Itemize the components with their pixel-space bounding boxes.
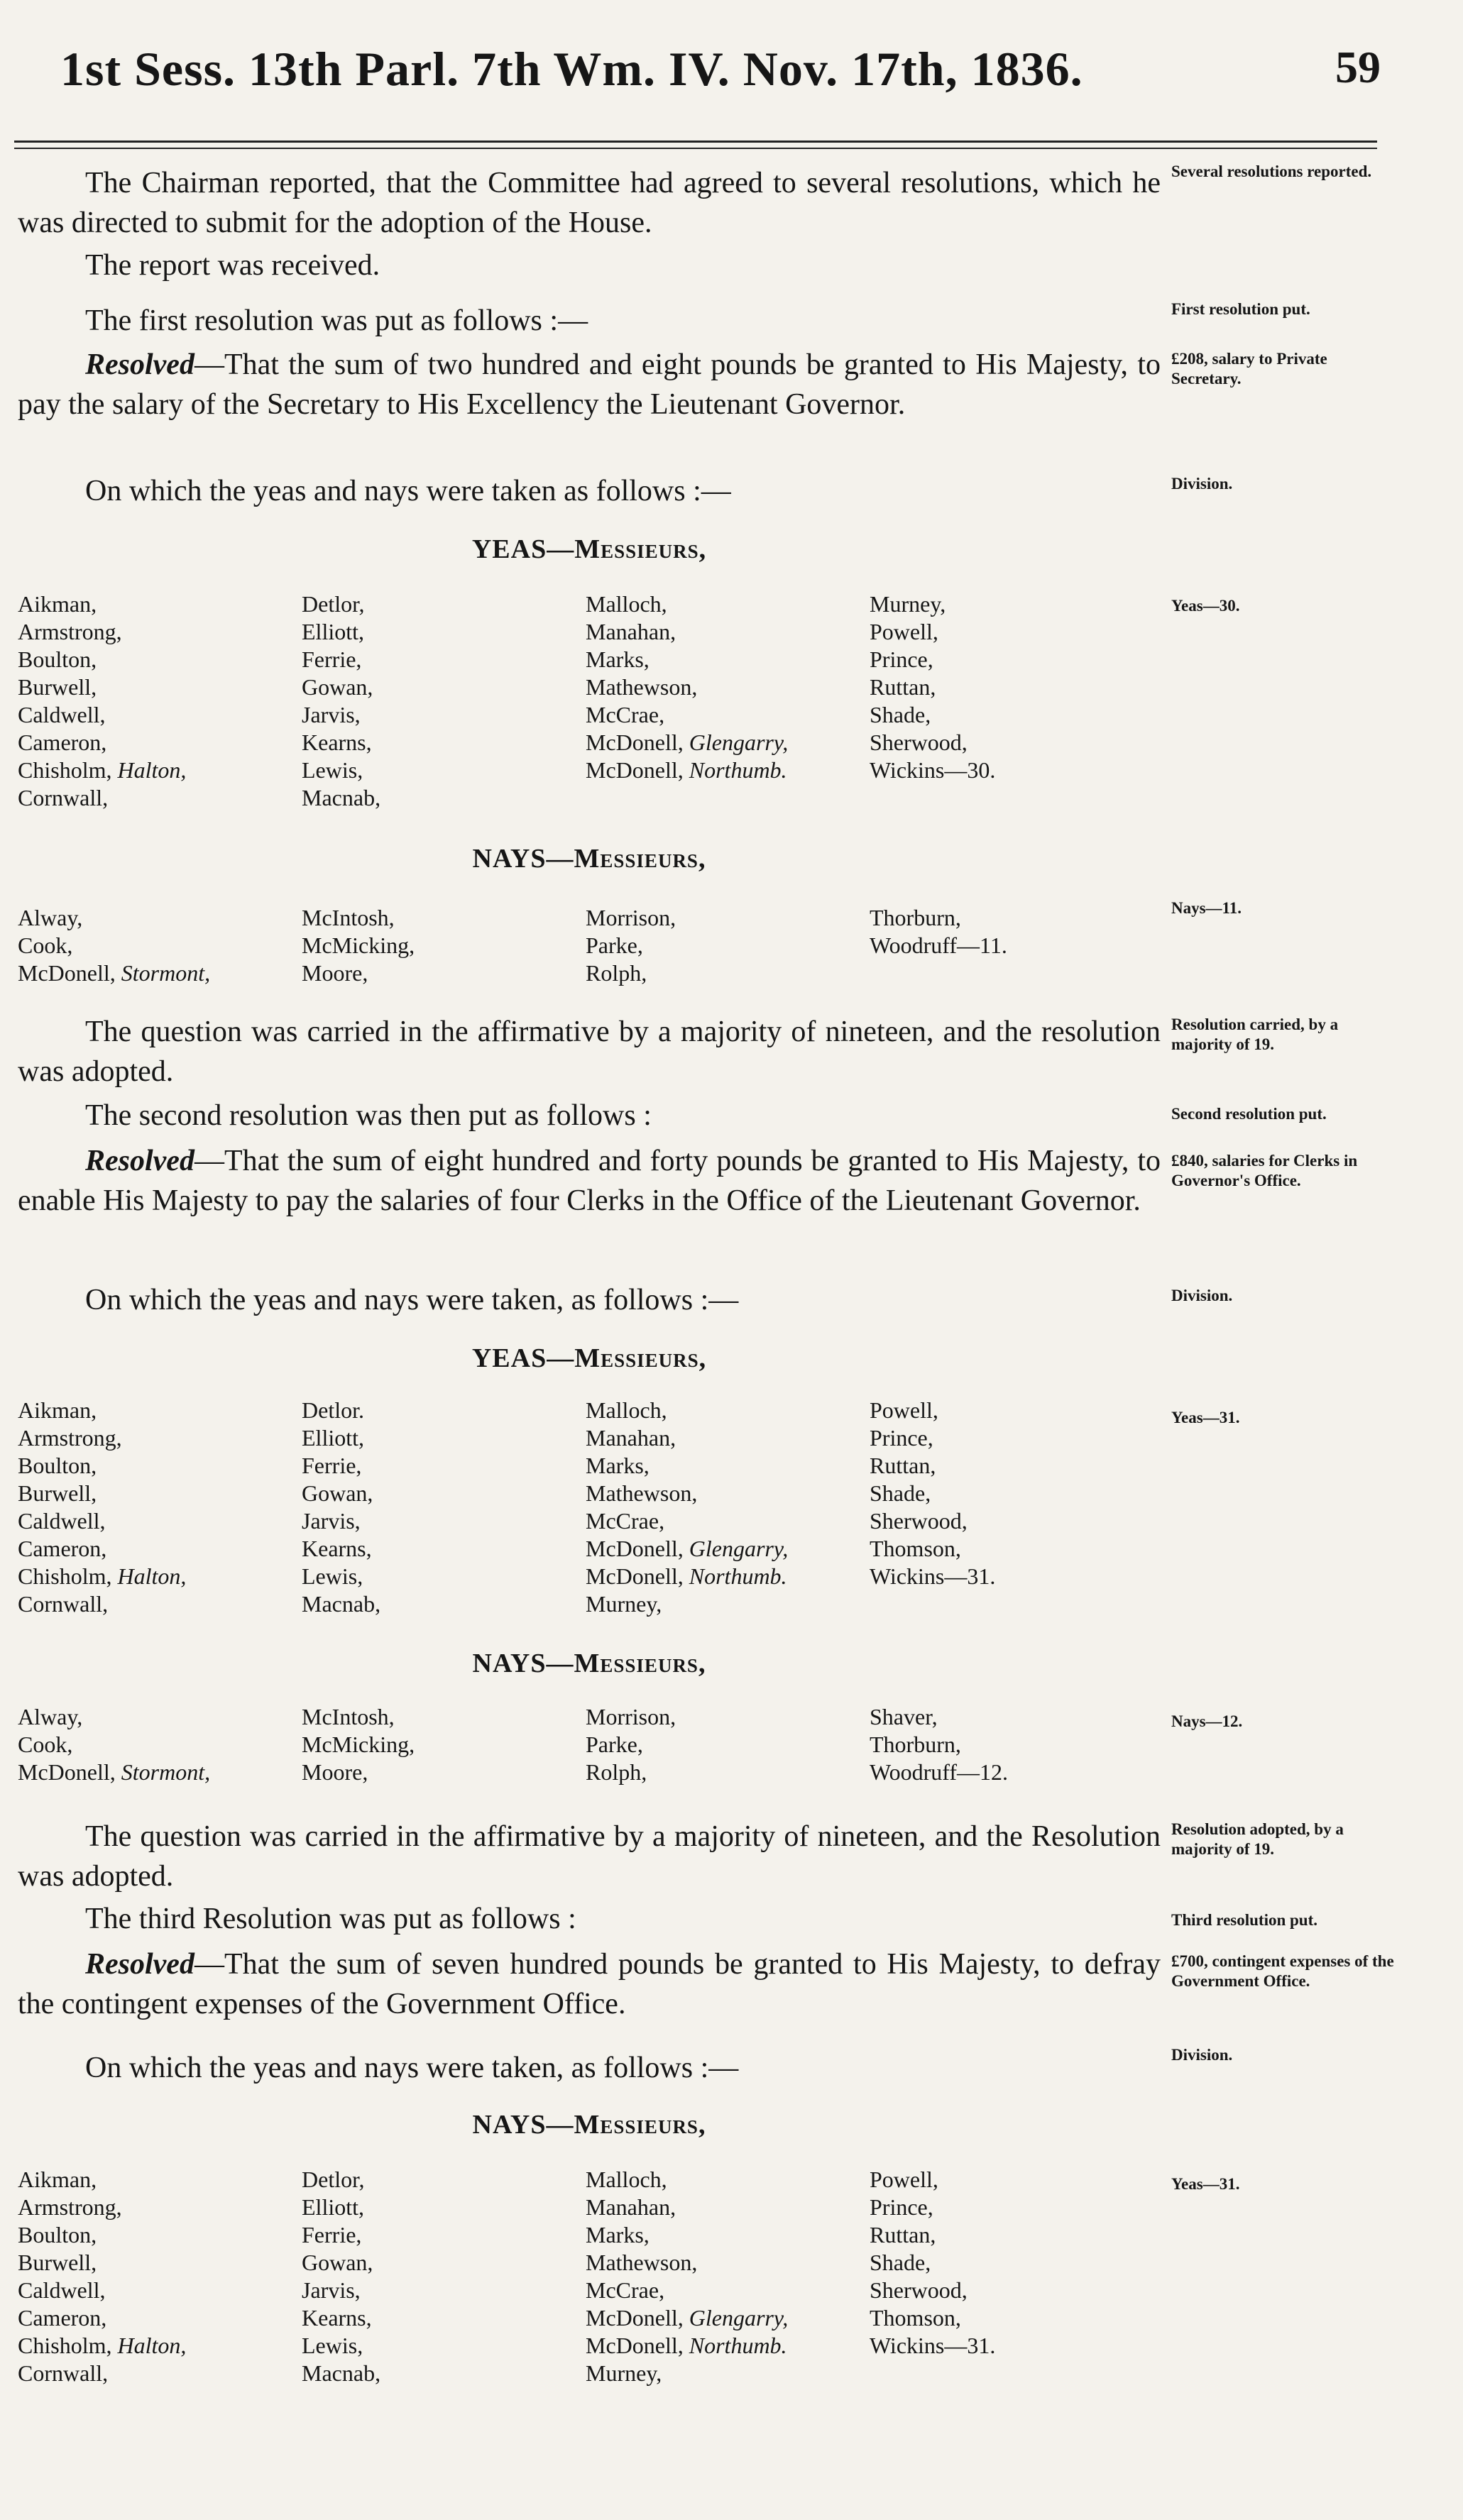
member-name: Armstrong, (18, 619, 122, 644)
riding-name: Halton, (117, 1563, 187, 1589)
riding-name: Northumb. (689, 2333, 787, 2358)
member-name: Ruttan, (870, 674, 936, 700)
member-name: Sherwood, (870, 730, 968, 755)
member-name: Aikman, (18, 591, 97, 617)
resolved-text: —That the sum of two hundred and eight pounds be granted to His Majesty, to pay the salary of the Secretary to His Excellency the Lieutenant Governor. (18, 348, 1161, 421)
member-name: Boulton, (18, 1453, 97, 1478)
member-name: Marks, (586, 1453, 650, 1478)
riding-name: Glengarry, (689, 730, 789, 755)
member-name: Marks, (586, 2222, 650, 2247)
member-name: Armstrong, (18, 2194, 122, 2220)
member-name: Boulton, (18, 2222, 97, 2247)
member-name: Shade, (870, 1480, 931, 1506)
name-column-1 (18, 1397, 302, 1618)
member-name-with-riding (586, 1535, 870, 1563)
member-name: Powell, (870, 619, 938, 644)
member-name: Detlor, (302, 591, 365, 617)
resolved-text: —That the sum of eight hundred and forty pounds be granted to His Majesty, to enable His Majesty to pay the salaries of four Clerks in the Office of the Lieutenant Governor. (18, 1145, 1161, 1217)
paragraph-resolved-3 (18, 1944, 1161, 2024)
paragraph-division-1: On which the yeas and nays were taken as follows :— (85, 475, 731, 507)
member-name: Cameron, (18, 2305, 107, 2331)
margin-note: Yeas—30. (1171, 597, 1240, 615)
member-name: Kearns, (302, 730, 372, 755)
member-name: Manahan, (586, 1425, 676, 1451)
member-surname: McDonell, (586, 757, 684, 783)
member-name: Prince, (870, 2194, 933, 2220)
riding-name: Northumb. (689, 757, 787, 783)
name-column-3 (586, 904, 870, 987)
member-name: Cornwall, (18, 2360, 109, 2386)
paragraph-resolved-2 (18, 1141, 1161, 1221)
member-name: McIntosh, (302, 1704, 395, 1729)
heading-main: YEAS— (471, 1343, 575, 1373)
name-column-4 (870, 1703, 1154, 1786)
member-name: Manahan, (586, 2194, 676, 2220)
member-name-with-riding (586, 2304, 870, 2332)
member-name: Wickins—31. (870, 1563, 996, 1589)
member-surname: McDonell, (586, 730, 684, 755)
member-name: Burwell, (18, 1480, 97, 1506)
running-title: 1st Sess. 13th Parl. 7th Wm. IV. Nov. 17th, 1836. (60, 42, 1083, 96)
page-number: 59 (1335, 42, 1381, 92)
member-name: Rolph, (586, 960, 647, 986)
member-name: Macnab, (302, 1591, 381, 1617)
riding-name: Stormont, (121, 960, 211, 986)
member-name: Jarvis, (302, 1508, 361, 1534)
member-name: Gowan, (302, 674, 373, 700)
member-name-with-riding (18, 959, 302, 987)
name-column-1 (18, 904, 302, 987)
resolved-label: Resolved (85, 1948, 194, 1981)
riding-name: Northumb. (689, 1563, 787, 1589)
member-surname: Chisholm, (18, 1563, 112, 1589)
member-name: Malloch, (586, 591, 667, 617)
member-name: Mathewson, (586, 1480, 698, 1506)
nays-heading-1 (18, 843, 1161, 874)
member-name: Ferrie, (302, 646, 362, 672)
paragraph-first-resolution: The first resolution was put as follows :— (85, 304, 588, 337)
member-name: Elliott, (302, 2194, 364, 2220)
member-name: Caldwell, (18, 1508, 106, 1534)
member-name: Caldwell, (18, 702, 106, 727)
paragraph-report-received: The report was received. (85, 249, 380, 282)
margin-note: Yeas—31. (1171, 1409, 1240, 1426)
header-rule-thin (14, 148, 1377, 149)
name-column-3 (586, 590, 870, 784)
member-name-with-riding (18, 1759, 302, 1786)
member-name: Elliott, (302, 619, 364, 644)
member-name: Macnab, (302, 2360, 381, 2386)
riding-name: Stormont, (121, 1759, 211, 1785)
heading-messieurs: Messieurs, (574, 2110, 706, 2140)
member-name: Elliott, (302, 1425, 364, 1451)
member-name: Shaver, (870, 1704, 938, 1729)
member-name: Manahan, (586, 619, 676, 644)
member-name: Shade, (870, 2250, 931, 2275)
name-column-1 (18, 590, 302, 812)
member-name: Thorburn, (870, 1732, 961, 1757)
heading-messieurs: Messieurs, (574, 1649, 706, 1678)
paragraph-third-resolution: The third Resolution was put as follows : (85, 1903, 576, 1935)
member-name: Moore, (302, 960, 368, 986)
heading-main: NAYS— (472, 844, 574, 874)
member-name: Murney, (586, 1591, 662, 1617)
member-name: Woodruff—12. (870, 1759, 1009, 1785)
name-column-4 (870, 590, 1154, 784)
header-rule (14, 141, 1377, 143)
margin-note: Division. (1171, 2046, 1233, 2064)
member-name: Boulton, (18, 646, 97, 672)
member-name: Ruttan, (870, 2222, 936, 2247)
paragraph-division-2: On which the yeas and nays were taken, as follows :— (85, 1284, 739, 1316)
margin-note: £208, salary to Private Secretary. (1171, 350, 1327, 387)
member-name: Mathewson, (586, 674, 698, 700)
member-name: Kearns, (302, 2305, 372, 2331)
resolved-label: Resolved (85, 1145, 194, 1177)
member-name: McCrae, (586, 2277, 665, 2303)
margin-note: Division. (1171, 475, 1233, 493)
member-name: Lewis, (302, 2333, 363, 2358)
member-name: Wickins—30. (870, 757, 996, 783)
member-name: Thomson, (870, 2305, 961, 2331)
paragraph-report: The Chairman reported, that the Committee had agreed to several resolutions, which he was directed to submit for the adoption of the House. (18, 167, 1161, 239)
yeas-heading-2 (18, 1343, 1161, 1374)
member-name: Jarvis, (302, 2277, 361, 2303)
member-name: Gowan, (302, 1480, 373, 1506)
member-surname: McDonell, (586, 2305, 684, 2331)
member-name: Alway, (18, 1704, 83, 1729)
heading-messieurs: Messieurs, (574, 534, 707, 564)
name-column-1 (18, 1703, 302, 1786)
member-surname: Chisholm, (18, 757, 112, 783)
member-name: Caldwell, (18, 2277, 106, 2303)
member-name-with-riding (586, 756, 870, 784)
member-name: Aikman, (18, 2167, 97, 2192)
member-name: McMicking, (302, 1732, 415, 1757)
member-name: Powell, (870, 1397, 938, 1423)
margin-note: Second resolution put. (1171, 1105, 1327, 1123)
nays-heading-3 (18, 2109, 1161, 2140)
member-name: Malloch, (586, 2167, 667, 2192)
paragraph-resolved-1 (18, 345, 1161, 424)
nays-heading-2 (18, 1648, 1161, 1679)
margin-note: Yeas—31. (1171, 2175, 1240, 2193)
member-name: Murney, (870, 591, 946, 617)
member-surname: McDonell, (586, 2333, 684, 2358)
heading-messieurs: Messieurs, (574, 1343, 707, 1373)
heading-main: NAYS— (472, 2110, 574, 2140)
margin-note: £700, contingent expenses of the Government Office. (1171, 1952, 1394, 1990)
margin-note: Nays—11. (1171, 899, 1242, 917)
name-column-1 (18, 2166, 302, 2387)
riding-name: Glengarry, (689, 2305, 789, 2331)
yeas-heading-1 (18, 534, 1161, 565)
name-column-3 (586, 1397, 870, 1618)
member-name: Burwell, (18, 674, 97, 700)
member-name: Morrison, (586, 905, 676, 930)
member-name: Ferrie, (302, 1453, 362, 1478)
member-name: Cook, (18, 1732, 73, 1757)
name-column-2 (302, 1397, 586, 1618)
name-column-2 (302, 1703, 586, 1786)
member-surname: Chisholm, (18, 2333, 112, 2358)
member-name: Thorburn, (870, 905, 961, 930)
member-name: Prince, (870, 1425, 933, 1451)
riding-name: Halton, (117, 757, 187, 783)
member-name: Murney, (586, 2360, 662, 2386)
heading-main: NAYS— (472, 1649, 574, 1678)
margin-note: Nays—12. (1171, 1712, 1243, 1730)
page-header (60, 41, 1381, 119)
member-name: Detlor. (302, 1397, 364, 1423)
member-name: Sherwood, (870, 2277, 968, 2303)
margin-note: Resolution carried, by a majority of 19. (1171, 1016, 1339, 1053)
member-name: Parke, (586, 932, 643, 958)
member-name-with-riding (586, 729, 870, 756)
member-name: Lewis, (302, 757, 363, 783)
heading-main: YEAS— (471, 534, 575, 564)
member-name-with-riding (586, 1563, 870, 1590)
name-column-2 (302, 904, 586, 987)
member-name: Woodruff—11. (870, 932, 1007, 958)
member-name: Detlor, (302, 2167, 365, 2192)
name-column-2 (302, 2166, 586, 2387)
member-name: Aikman, (18, 1397, 97, 1423)
member-name: Ruttan, (870, 1453, 936, 1478)
member-name: Sherwood, (870, 1508, 968, 1534)
name-column-2 (302, 590, 586, 812)
margin-note: First resolution put. (1171, 300, 1310, 318)
riding-name: Glengarry, (689, 1536, 789, 1561)
member-name: Cornwall, (18, 1591, 109, 1617)
riding-name: Halton, (117, 2333, 187, 2358)
name-column-3 (586, 1703, 870, 1786)
member-name: Malloch, (586, 1397, 667, 1423)
member-name: Cornwall, (18, 785, 109, 810)
resolved-label: Resolved (85, 348, 194, 381)
member-surname: McDonell, (586, 1536, 684, 1561)
member-surname: McDonell, (18, 1759, 116, 1785)
member-name: Shade, (870, 702, 931, 727)
paragraph-division-3: On which the yeas and nays were taken, as follows :— (85, 2052, 739, 2084)
member-name: Moore, (302, 1759, 368, 1785)
member-name-with-riding (18, 1563, 302, 1590)
member-name: Prince, (870, 646, 933, 672)
margin-note: Third resolution put. (1171, 1911, 1317, 1929)
heading-messieurs: Messieurs, (574, 844, 706, 874)
member-name: Mathewson, (586, 2250, 698, 2275)
member-name: Cameron, (18, 1536, 107, 1561)
member-name: Ferrie, (302, 2222, 362, 2247)
member-name: Parke, (586, 1732, 643, 1757)
member-name-with-riding (18, 756, 302, 784)
margin-note: Resolution adopted, by a majority of 19. (1171, 1820, 1344, 1858)
member-name: Rolph, (586, 1759, 647, 1785)
member-name: Cook, (18, 932, 73, 958)
name-column-4 (870, 904, 1154, 959)
paragraph-carried-2: The question was carried in the affirmative by a majority of nineteen, and the Resolution was adopted. (18, 1820, 1161, 1893)
member-name-with-riding (18, 2332, 302, 2360)
member-name: Armstrong, (18, 1425, 122, 1451)
member-name: Kearns, (302, 1536, 372, 1561)
member-name: Marks, (586, 646, 650, 672)
member-name: McCrae, (586, 702, 665, 727)
member-name: Powell, (870, 2167, 938, 2192)
paragraph-second-resolution: The second resolution was then put as follows : (85, 1099, 652, 1132)
member-name: Wickins—31. (870, 2333, 996, 2358)
margin-note: Several resolutions reported. (1171, 163, 1372, 180)
member-name: Gowan, (302, 2250, 373, 2275)
member-name: McCrae, (586, 1508, 665, 1534)
member-surname: McDonell, (586, 1563, 684, 1589)
member-name: Jarvis, (302, 702, 361, 727)
member-name: Alway, (18, 905, 83, 930)
member-name: Lewis, (302, 1563, 363, 1589)
member-name: Burwell, (18, 2250, 97, 2275)
name-column-4 (870, 2166, 1154, 2360)
name-column-3 (586, 2166, 870, 2387)
member-name-with-riding (586, 2332, 870, 2360)
margin-note: Division. (1171, 1287, 1233, 1304)
member-name: McMicking, (302, 932, 415, 958)
member-name: Macnab, (302, 785, 381, 810)
name-column-4 (870, 1397, 1154, 1590)
margin-note: £840, salaries for Clerks in Governor's Office. (1171, 1152, 1358, 1189)
member-name: McIntosh, (302, 905, 395, 930)
resolved-text: —That the sum of seven hundred pounds be granted to His Majesty, to defray the contingent expenses of the Government Office. (18, 1948, 1161, 2020)
member-name: Thomson, (870, 1536, 961, 1561)
member-name: Cameron, (18, 730, 107, 755)
member-name: Morrison, (586, 1704, 676, 1729)
paragraph-carried-1: The question was carried in the affirmative by a majority of nineteen, and the resolution was adopted. (18, 1016, 1161, 1088)
member-surname: McDonell, (18, 960, 116, 986)
